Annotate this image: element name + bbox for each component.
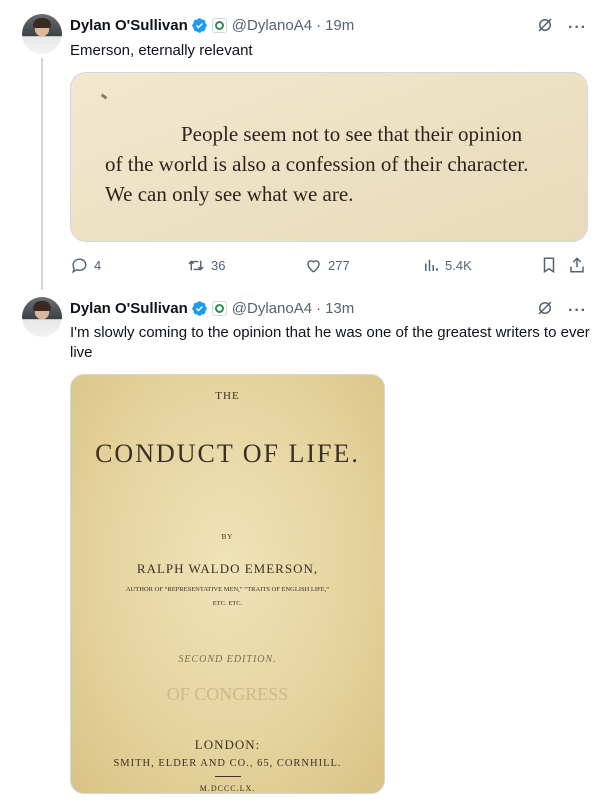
quote-line-3: We can only see what we are. xyxy=(105,182,354,206)
reply-count: 4 xyxy=(94,258,102,273)
more-icon[interactable]: ··· xyxy=(568,18,587,36)
book-the: THE xyxy=(215,390,240,402)
affiliate-badge-icon[interactable] xyxy=(212,301,227,316)
book-subtitle: AUTHOR OF “REPRESENTATIVE MEN,” “TRAITS OF ENGLISH LIFE,” xyxy=(125,586,330,593)
tweet-header xyxy=(70,14,354,36)
tweet-actions xyxy=(70,256,590,276)
tweet-top-icons xyxy=(536,299,587,322)
tweet-top-icons xyxy=(536,16,587,39)
share-button[interactable] xyxy=(568,256,586,274)
timestamp[interactable]: 19m xyxy=(325,16,355,34)
like-icon xyxy=(304,256,323,275)
views-button[interactable] xyxy=(422,256,472,274)
quote-image[interactable] xyxy=(70,72,588,242)
book-publisher: SMITH, ELDER AND CO., 65, CORNHILL. xyxy=(113,758,342,769)
author-handle[interactable]: @DylanoA4 xyxy=(231,299,313,317)
image-speck xyxy=(101,94,108,100)
grok-icon[interactable] xyxy=(536,299,554,322)
separator: · xyxy=(316,299,322,317)
like-count: 277 xyxy=(328,258,350,273)
repost-count: 36 xyxy=(211,258,226,273)
separator: · xyxy=(316,16,322,34)
grok-icon[interactable] xyxy=(536,16,554,39)
quote-line-1: People seem not to see that their opinion xyxy=(181,122,523,146)
book-city: LONDON: xyxy=(194,737,261,752)
verified-badge-icon xyxy=(191,17,208,34)
book-title: CONDUCT OF LIFE. xyxy=(95,439,360,468)
book-rule xyxy=(215,776,241,777)
views-count: 5.4K xyxy=(445,257,472,273)
like-button[interactable] xyxy=(304,256,350,275)
share-icon xyxy=(568,256,586,274)
library-stamp: OF CONGRESS xyxy=(166,684,289,704)
bookmark-button[interactable] xyxy=(540,256,558,274)
book-year: M.DCCC.LX. xyxy=(199,784,256,793)
avatar[interactable] xyxy=(22,297,62,337)
views-icon xyxy=(422,256,440,274)
tweet-header xyxy=(70,297,354,319)
timestamp[interactable]: 13m xyxy=(325,299,355,317)
reply-icon xyxy=(70,256,89,275)
repost-button[interactable] xyxy=(186,256,225,275)
book-by: BY xyxy=(221,533,234,541)
tweet-text: Emerson, eternally relevant xyxy=(70,42,253,59)
thread-line xyxy=(41,58,43,290)
verified-badge-icon xyxy=(191,300,208,317)
affiliate-badge-icon[interactable] xyxy=(212,18,227,33)
book-cover-image[interactable] xyxy=(70,374,385,794)
book-author: RALPH WALDO EMERSON, xyxy=(136,561,319,576)
book-etc: ETC. ETC. xyxy=(212,600,243,607)
avatar[interactable] xyxy=(22,14,62,54)
book-edition: SECOND EDITION. xyxy=(178,654,277,665)
repost-icon xyxy=(186,256,206,275)
reply-button[interactable] xyxy=(70,256,101,275)
quote-line-2: of the world is also a confession of their character. xyxy=(105,152,529,176)
author-name[interactable]: Dylan O'Sullivan xyxy=(70,16,188,34)
more-icon[interactable]: ··· xyxy=(568,301,587,319)
bookmark-icon xyxy=(540,256,558,274)
author-handle[interactable]: @DylanoA4 xyxy=(231,16,313,34)
tweet-text: I'm slowly coming to the opinion that he was one of the greatest writers to ever live xyxy=(70,324,590,361)
author-name[interactable]: Dylan O'Sullivan xyxy=(70,299,188,317)
